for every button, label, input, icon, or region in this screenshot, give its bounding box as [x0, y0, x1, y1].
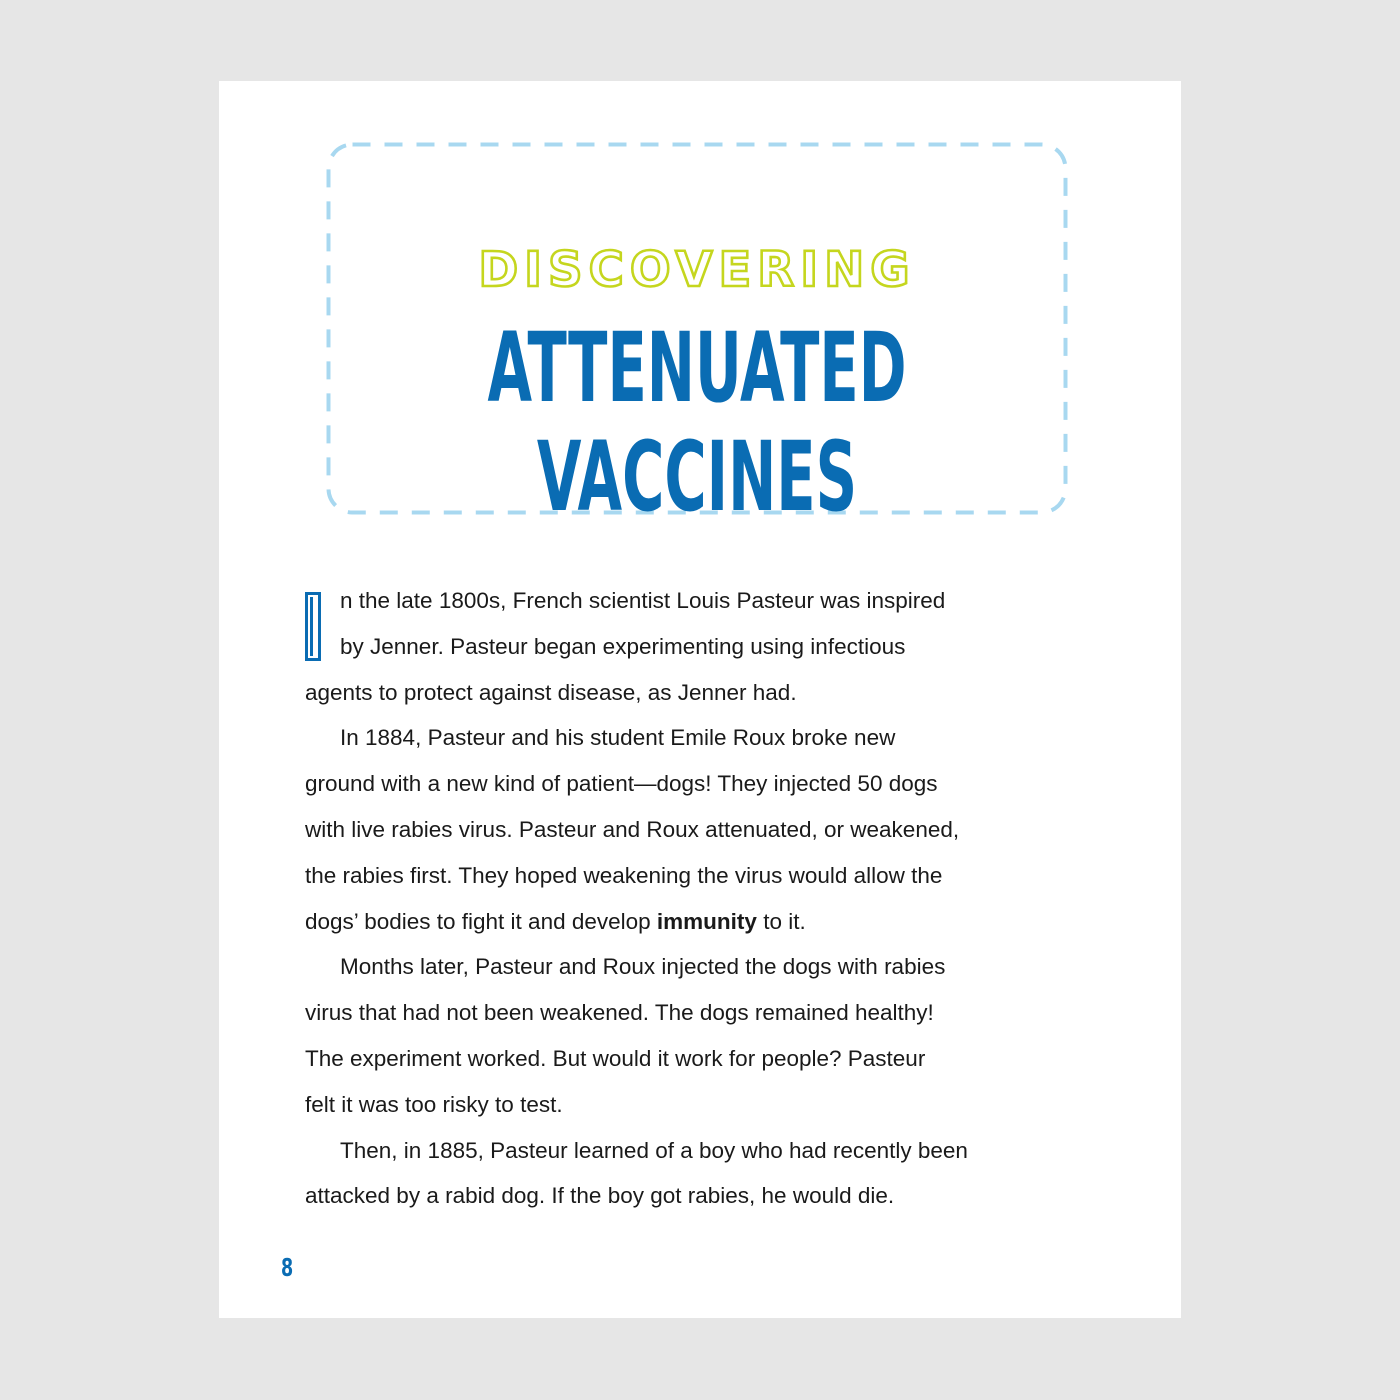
bold-term-immunity: immunity	[656, 908, 757, 934]
paragraph-4: Then, in 1885, Pasteur learned of a boy who had recently been attacked by a rabid dog. If the boy got rabies, he would die.	[305, 1137, 968, 1209]
paragraph-1	[305, 578, 1095, 715]
title-line-1: ATTENUATED	[487, 312, 907, 424]
paragraph-2	[305, 715, 1095, 944]
paragraph-1-text: n the late 1800s, French scientist Louis Pasteur was inspired by Jenner. Pasteur began experimenting using infectious agents to protect against disease, as Jenner had.	[305, 588, 946, 705]
paragraph-2-text-start: In 1884, Pasteur and his student Emile Roux broke new ground with a new kind of patient—dogs! They injected 50 dogs with live rabies virus. Pasteur and Roux attenuated, or weakened, the rabies first. They hoped weakening the virus would allow the dogs’ bodies to fight it and develop	[305, 725, 960, 934]
book-page	[219, 81, 1181, 1318]
page-number: 8	[281, 1253, 294, 1282]
title-box	[326, 142, 1068, 533]
body-text	[305, 578, 1095, 1219]
paragraph-2-text-end: to it.	[756, 908, 806, 934]
paragraph-3: Months later, Pasteur and Roux injected the dogs with rabies virus that had not been weakened. The dogs remained healthy! The experiment worked. But would it work for people? Pasteur felt it was too risky to test.	[305, 954, 946, 1117]
page-title	[326, 314, 1068, 532]
title-line-2: VACCINES	[536, 421, 858, 533]
title-kicker: DISCOVERING	[478, 242, 916, 298]
drop-cap	[305, 592, 321, 661]
